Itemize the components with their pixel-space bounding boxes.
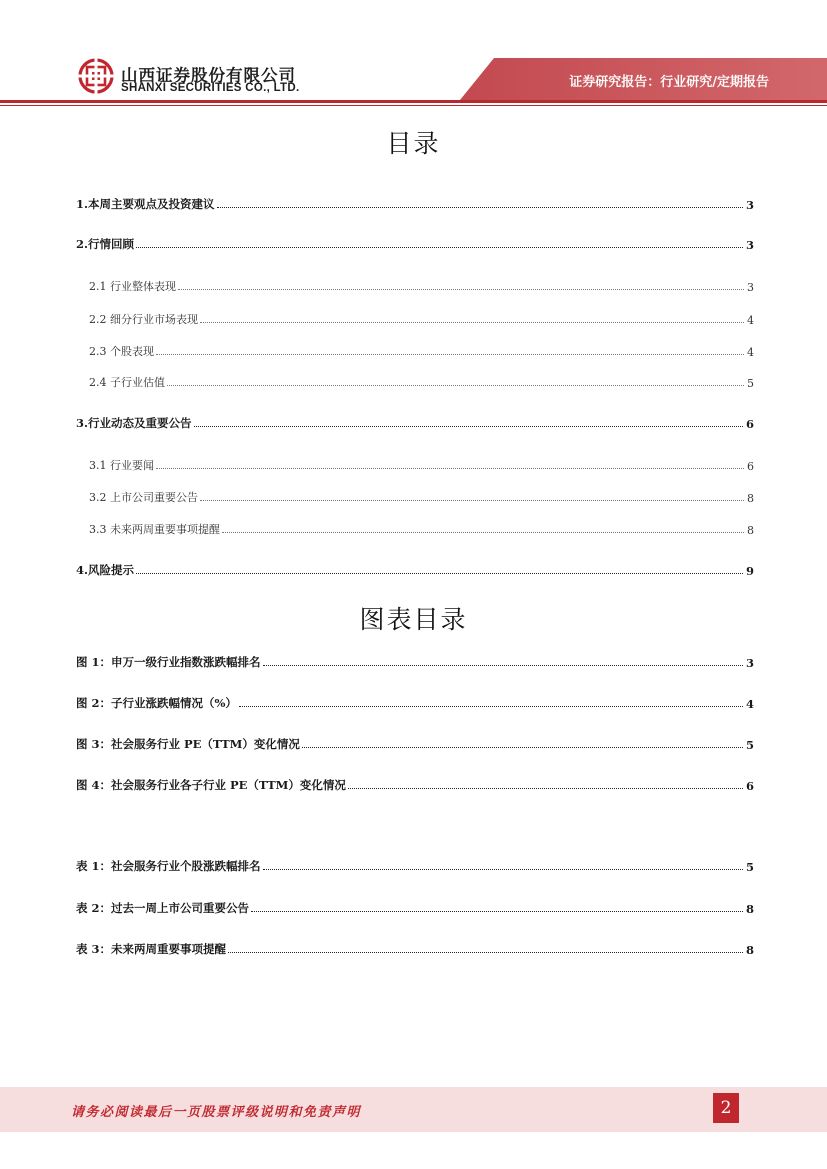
toc-leader bbox=[156, 468, 744, 469]
toc-leader bbox=[194, 426, 743, 427]
toc-entry-page: 5 bbox=[747, 377, 754, 390]
toc-entry-label: 2.3 个股表现 bbox=[89, 345, 154, 358]
toc-entry-label: 3.1 行业要闻 bbox=[89, 459, 154, 472]
toc-subentry[interactable] bbox=[89, 372, 754, 390]
toc-leader bbox=[136, 573, 743, 574]
toc-leader bbox=[200, 500, 744, 501]
toc-leader bbox=[228, 952, 743, 953]
toc-leader bbox=[156, 354, 744, 355]
figures-toc-title: 图表目录 bbox=[359, 605, 468, 634]
company-name-en: SHANXI SECURITIES CO., LTD. bbox=[121, 82, 300, 94]
toc-entry-page: 8 bbox=[747, 524, 754, 537]
toc-leader bbox=[263, 869, 743, 870]
table-entry-label: 表 2：过去一周上市公司重要公告 bbox=[76, 901, 250, 915]
toc-leader bbox=[302, 747, 743, 748]
toc-subentry[interactable] bbox=[89, 276, 754, 294]
toc-entry-label: 1.本周主要观点及投资建议 bbox=[76, 197, 215, 211]
table-entry-label: 表 3：未来两周重要事项提醒 bbox=[76, 942, 227, 956]
figure-entry[interactable] bbox=[76, 652, 754, 670]
toc-entry-label: 4.风险提示 bbox=[76, 563, 135, 577]
toc-subentry[interactable] bbox=[89, 341, 754, 359]
toc-leader bbox=[263, 665, 743, 666]
header-rule-thin bbox=[0, 105, 827, 106]
figure-entry[interactable] bbox=[76, 775, 754, 793]
toc-entry-label: 3.3 未来两周重要事项提醒 bbox=[89, 523, 220, 536]
toc-leader bbox=[251, 911, 743, 912]
toc-entry-label: 3.2 上市公司重要公告 bbox=[89, 491, 198, 504]
toc-entry-label: 2.2 细分行业市场表现 bbox=[89, 313, 198, 326]
toc-entry-page: 3 bbox=[745, 238, 754, 252]
toc-entry-label: 2.1 行业整体表现 bbox=[89, 280, 176, 293]
toc-entry-page: 6 bbox=[747, 460, 754, 473]
table-entry-page: 8 bbox=[745, 943, 754, 957]
toc-entry-page: 4 bbox=[747, 346, 754, 359]
toc-subentry[interactable] bbox=[89, 519, 754, 537]
figure-entry-label: 图 1：申万一级行业指数涨跌幅排名 bbox=[76, 655, 261, 669]
toc-entry-page: 8 bbox=[747, 492, 754, 505]
table-entry[interactable] bbox=[76, 898, 754, 916]
figure-entry-label: 图 4：社会服务行业各子行业 PE（TTM）变化情况 bbox=[76, 778, 346, 792]
figure-entry-page: 6 bbox=[745, 779, 754, 793]
page-number: 2 bbox=[713, 1093, 739, 1123]
toc-entry-page: 9 bbox=[745, 564, 754, 578]
toc-leader bbox=[136, 247, 743, 248]
toc-entry-label: 3.行业动态及重要公告 bbox=[76, 416, 192, 430]
figure-entry[interactable] bbox=[76, 693, 754, 711]
toc-subentry[interactable] bbox=[89, 455, 754, 473]
company-name-cn: 山西证券股份有限公司 bbox=[121, 66, 296, 85]
figure-entry-label: 图 2：子行业涨跌幅情况（%） bbox=[76, 696, 237, 710]
figure-entry-page: 3 bbox=[745, 656, 754, 670]
page-header bbox=[0, 0, 827, 118]
toc-entry-label: 2.4 子行业估值 bbox=[89, 376, 165, 389]
header-rule bbox=[0, 100, 827, 103]
toc-subentry[interactable] bbox=[89, 487, 754, 505]
shanxi-securities-logo-icon bbox=[78, 58, 114, 94]
toc-entry[interactable] bbox=[76, 234, 754, 252]
toc-leader bbox=[239, 706, 743, 707]
table-entry-label: 表 1：社会服务行业个股涨跌幅排名 bbox=[76, 859, 261, 873]
toc-leader bbox=[217, 207, 743, 208]
toc-title: 目录 bbox=[386, 129, 441, 158]
figure-entry-label: 图 3：社会服务行业 PE（TTM）变化情况 bbox=[76, 737, 300, 751]
report-type-label: 证券研究报告：行业研究/定期报告 bbox=[569, 75, 769, 90]
toc-leader bbox=[222, 532, 744, 533]
toc-entry-page: 4 bbox=[747, 314, 754, 327]
table-entry-page: 5 bbox=[745, 860, 754, 874]
figure-entry-page: 4 bbox=[745, 697, 754, 711]
table-entry-page: 8 bbox=[745, 902, 754, 916]
table-entry[interactable] bbox=[76, 856, 754, 874]
toc-leader bbox=[178, 289, 744, 290]
figure-entry[interactable] bbox=[76, 734, 754, 752]
toc-entry-page: 3 bbox=[747, 281, 754, 294]
toc-entry[interactable] bbox=[76, 413, 754, 431]
toc-entry[interactable] bbox=[76, 560, 754, 578]
disclaimer-notice: 请务必阅读最后一页股票评级说明和免责声明 bbox=[71, 1105, 362, 1120]
toc-leader bbox=[167, 385, 744, 386]
toc-entry-page: 6 bbox=[745, 417, 754, 431]
figure-entry-page: 5 bbox=[745, 738, 754, 752]
toc-entry-label: 2.行情回顾 bbox=[76, 237, 135, 251]
table-entry[interactable] bbox=[76, 939, 754, 957]
toc-entry-page: 3 bbox=[745, 198, 754, 212]
toc-entry[interactable] bbox=[76, 194, 754, 212]
toc-leader bbox=[200, 322, 744, 323]
toc-subentry[interactable] bbox=[89, 309, 754, 327]
toc-leader bbox=[348, 788, 743, 789]
